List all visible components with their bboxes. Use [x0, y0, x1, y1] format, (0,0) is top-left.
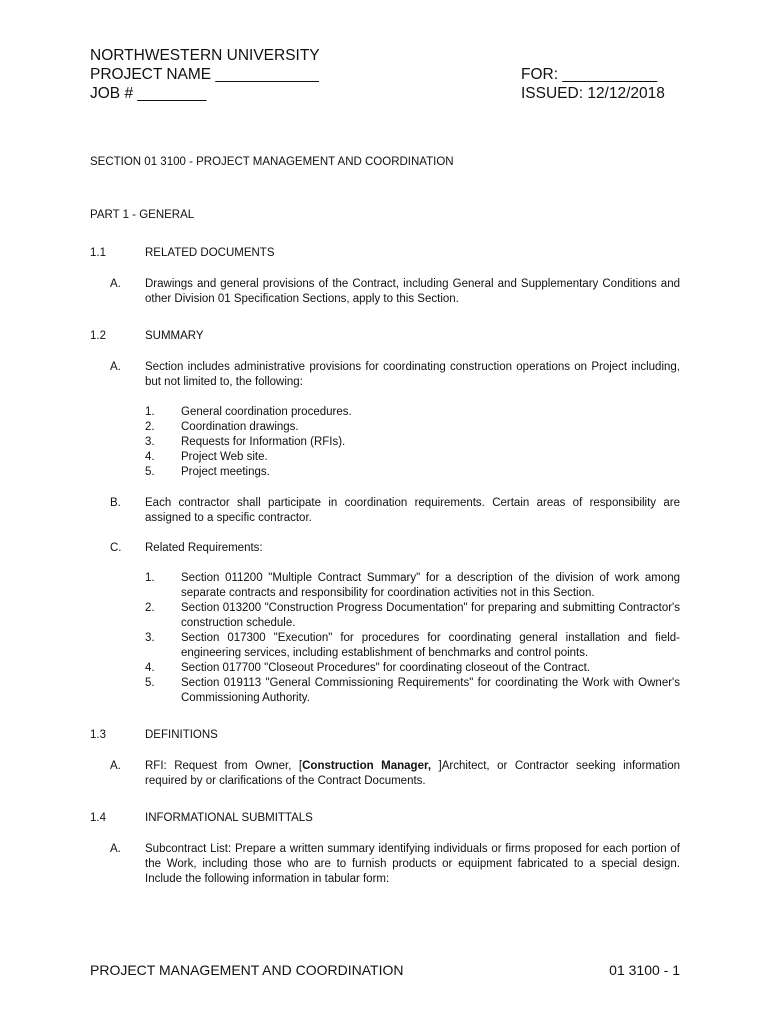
list-item-number: 2.	[145, 421, 155, 433]
rfi-definition-post: ]Architect, or Contractor seeking information required by or clarifications of the Contract Documents.	[145, 760, 680, 787]
list-item-number: 3.	[145, 436, 155, 448]
paragraph-letter: A.	[110, 361, 121, 373]
list-item-number: 4.	[145, 662, 155, 674]
list-item-text: Section 017700 "Closeout Procedures" for coordinating closeout of the Contract.	[181, 662, 590, 674]
list-item-text: Section 013200 "Construction Progress Documentation" for preparing and submitting Contractor's construction schedule.	[181, 602, 680, 629]
paragraph-text: Each contractor shall participate in coordination requirements. Certain areas of responsibility are assigned to a specific contractor.	[145, 497, 680, 524]
paragraph-1-2-c	[90, 541, 680, 556]
list-item	[145, 676, 680, 706]
list-item-number: 5.	[145, 677, 155, 689]
section-title: SECTION 01 3100 - PROJECT MANAGEMENT AND COORDINATION	[90, 156, 454, 168]
list-item	[145, 435, 680, 450]
rfi-definition-pre: RFI: Request from Owner, [	[145, 760, 303, 772]
list-item	[145, 661, 680, 676]
article-title: SUMMARY	[145, 330, 204, 342]
list-item-number: 4.	[145, 451, 155, 463]
paragraph-text: Section includes administrative provisions for coordinating construction operations on Project including, but not limited to, the following:	[145, 361, 680, 388]
list-item-text: General coordination procedures.	[181, 406, 352, 418]
list-item-number: 2.	[145, 602, 155, 614]
list-item-text: Coordination drawings.	[181, 421, 299, 433]
article-number: 1.3	[90, 729, 106, 741]
list-item-text: Project Web site.	[181, 451, 268, 463]
article-number: 1.1	[90, 247, 106, 259]
article-number: 1.2	[90, 330, 106, 342]
paragraph-text: Drawings and general provisions of the Contract, including General and Supplementary Conditions and other Division 01 Specification Sections, apply to this Section.	[145, 278, 680, 305]
rfi-definition-bold: Construction Manager,	[302, 760, 439, 772]
list-item	[145, 631, 680, 661]
list-item	[145, 571, 680, 601]
paragraph-text	[145, 759, 680, 789]
list-item	[145, 450, 680, 465]
list-item-number: 5.	[145, 466, 155, 478]
header-job-number: JOB # ________	[90, 85, 207, 102]
paragraph-1-4-a	[90, 842, 680, 887]
list-item-text: Section 017300 "Execution" for procedures for coordinating general installation and field-engineering services, including establishment of benchmarks and control points.	[181, 632, 680, 659]
paragraph-letter: A.	[110, 843, 121, 855]
list-item-text: Section 011200 "Multiple Contract Summary" for a description of the division of work among separate contracts and responsibility for coordination activities not in this Section.	[181, 572, 680, 599]
header-right	[521, 65, 665, 103]
paragraph-text: Related Requirements:	[145, 542, 263, 554]
header-org: NORTHWESTERN UNIVERSITY	[90, 47, 320, 64]
list-item-text: Section 019113 "General Commissioning Requirements" for coordinating the Work with Owner's Commissioning Authority.	[181, 677, 680, 704]
list-item	[145, 405, 680, 420]
header-left	[90, 46, 320, 103]
article-number: 1.4	[90, 812, 106, 824]
paragraph-text: Subcontract List: Prepare a written summary identifying individuals or firms proposed for each portion of the Work, including those who are to furnish products or equipment fabricated to a special design. Include the following information in tabular form:	[145, 843, 680, 885]
header-project-name: PROJECT NAME ____________	[90, 66, 319, 83]
article-title: INFORMATIONAL SUBMITTALS	[145, 812, 313, 824]
paragraph-letter: C.	[110, 542, 122, 554]
list-item-number: 1.	[145, 572, 155, 584]
article-title: DEFINITIONS	[145, 729, 218, 741]
list-item-number: 1.	[145, 406, 155, 418]
paragraph-1-1-a	[90, 277, 680, 307]
list-item	[145, 465, 680, 480]
article-title: RELATED DOCUMENTS	[145, 247, 275, 259]
list-item-text: Requests for Information (RFIs).	[181, 436, 346, 448]
footer-title: PROJECT MANAGEMENT AND COORDINATION	[90, 962, 404, 978]
list-item-text: Project meetings.	[181, 466, 270, 478]
part-title: PART 1 - GENERAL	[90, 209, 195, 221]
list-item	[145, 601, 680, 631]
paragraph-1-2-b	[90, 496, 680, 526]
footer-page-number: 01 3100 - 1	[609, 962, 680, 978]
paragraph-1-3-a	[90, 759, 680, 789]
paragraph-letter: A.	[110, 278, 121, 290]
paragraph-letter: A.	[110, 760, 121, 772]
paragraph-letter: B.	[110, 497, 121, 509]
list-item-number: 3.	[145, 632, 155, 644]
paragraph-1-2-a	[90, 360, 680, 390]
header-for: FOR: ___________	[521, 66, 658, 83]
list-item	[145, 420, 680, 435]
header-issued: ISSUED: 12/12/2018	[521, 85, 665, 102]
